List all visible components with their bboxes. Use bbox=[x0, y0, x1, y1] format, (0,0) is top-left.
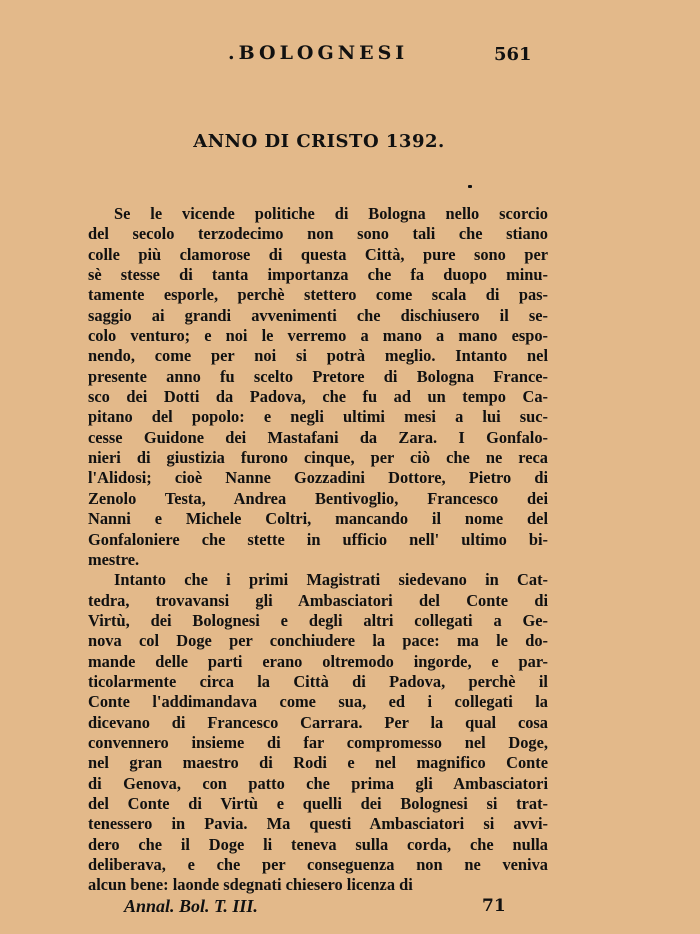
text-line: ticolarmente circa la Città di Padova, perchè il bbox=[88, 671, 548, 691]
text-line: nova col Doge per conchiudere la pace: ma le do- bbox=[88, 631, 548, 651]
text-line: Nanni e Michele Coltri, mancando il nome del bbox=[88, 509, 548, 529]
text-line: nieri di giustizia furono cinque, per ciò che ne reca bbox=[88, 448, 548, 468]
text-line: pitano del popolo: e negli ultimi mesi a lui suc- bbox=[88, 407, 548, 427]
text-line: colle più clamorose di questa Città, pure sono per bbox=[88, 244, 548, 264]
page-footer bbox=[0, 896, 700, 926]
text-line: cesse Guidone dei Mastafani da Zara. I Gonfalo- bbox=[88, 427, 548, 447]
text-line: sco dei Dotti da Padova, che fu ad un tempo Ca- bbox=[88, 387, 548, 407]
text-line: Intanto che i primi Magistrati siedevano in Cat- bbox=[114, 570, 548, 590]
paragraph-1 bbox=[88, 204, 548, 570]
text-line: di Genova, con patto che prima gli Ambasciatori bbox=[88, 773, 548, 793]
text-line: nendo, come per noi si potrà meglio. Intanto nel bbox=[88, 346, 548, 366]
text-line: del secolo terzodecimo non sono tali che stiano bbox=[88, 224, 548, 244]
paragraph-2 bbox=[88, 570, 548, 896]
text-line: Se le vicende politiche di Bologna nello scorcio bbox=[114, 204, 548, 223]
body-text bbox=[88, 204, 548, 896]
running-head-title: .BOLOGNESI bbox=[228, 42, 409, 64]
text-line: Virtù, dei Bolognesi e degli altri collegati a Ge- bbox=[88, 610, 548, 630]
signature-mark: Annal. Bol. T. III. bbox=[124, 896, 258, 916]
text-line: alcun bene: laonde sdegnati chiesero licenza di bbox=[88, 875, 413, 895]
section-heading: ANNO DI CRISTO 1392. bbox=[193, 131, 445, 152]
text-line: sè stesse di tanta importanza che fa duopo minu- bbox=[88, 265, 548, 285]
text-line: dicevano di Francesco Carrara. Per la qual cosa bbox=[88, 712, 548, 732]
text-line: mestre. bbox=[88, 549, 140, 569]
text-line: tedra, trovavansi gli Ambasciatori del Conte di bbox=[88, 590, 548, 610]
text-line: presente anno fu scelto Pretore di Bologna France- bbox=[88, 366, 548, 386]
text-line: l'Alidosi; cioè Nanne Gozzadini Dottore, Pietro di bbox=[88, 468, 548, 488]
ink-speck bbox=[468, 185, 472, 188]
signature-number: 71 bbox=[482, 896, 506, 916]
text-line: del Conte di Virtù e quelli dei Bolognesi si trat- bbox=[88, 793, 548, 813]
page-number: 561 bbox=[494, 44, 532, 65]
text-line: Zenolo Testa, Andrea Bentivoglio, Francesco dei bbox=[88, 488, 548, 508]
text-line: Gonfaloniere che stette in ufficio nell' ultimo bi- bbox=[88, 529, 548, 549]
text-line: convennero insieme di far compromesso nel Doge, bbox=[88, 732, 548, 752]
text-line: saggio ai grandi avvenimenti che dischiusero il se- bbox=[88, 305, 548, 325]
text-line: colo venturo; e noi le verremo a mano a mano espo- bbox=[88, 326, 548, 346]
text-line: mande delle parti erano oltremodo ingorde, e par- bbox=[88, 651, 548, 671]
text-line: Conte l'addimandava come sua, ed i collegati la bbox=[88, 692, 548, 712]
text-line: deliberava, e che per conseguenza non ne veniva bbox=[88, 855, 548, 874]
text-line: tenessero in Pavia. Ma questi Ambasciatori si avvi- bbox=[88, 814, 548, 834]
text-line: dero che il Doge li teneva sulla corda, che nulla bbox=[88, 834, 548, 854]
text-line: tamente esporle, perchè stettero come scala di pas- bbox=[88, 285, 548, 305]
running-head bbox=[0, 42, 700, 72]
text-line: nel gran maestro di Rodi e nel magnifico Conte bbox=[88, 753, 548, 773]
